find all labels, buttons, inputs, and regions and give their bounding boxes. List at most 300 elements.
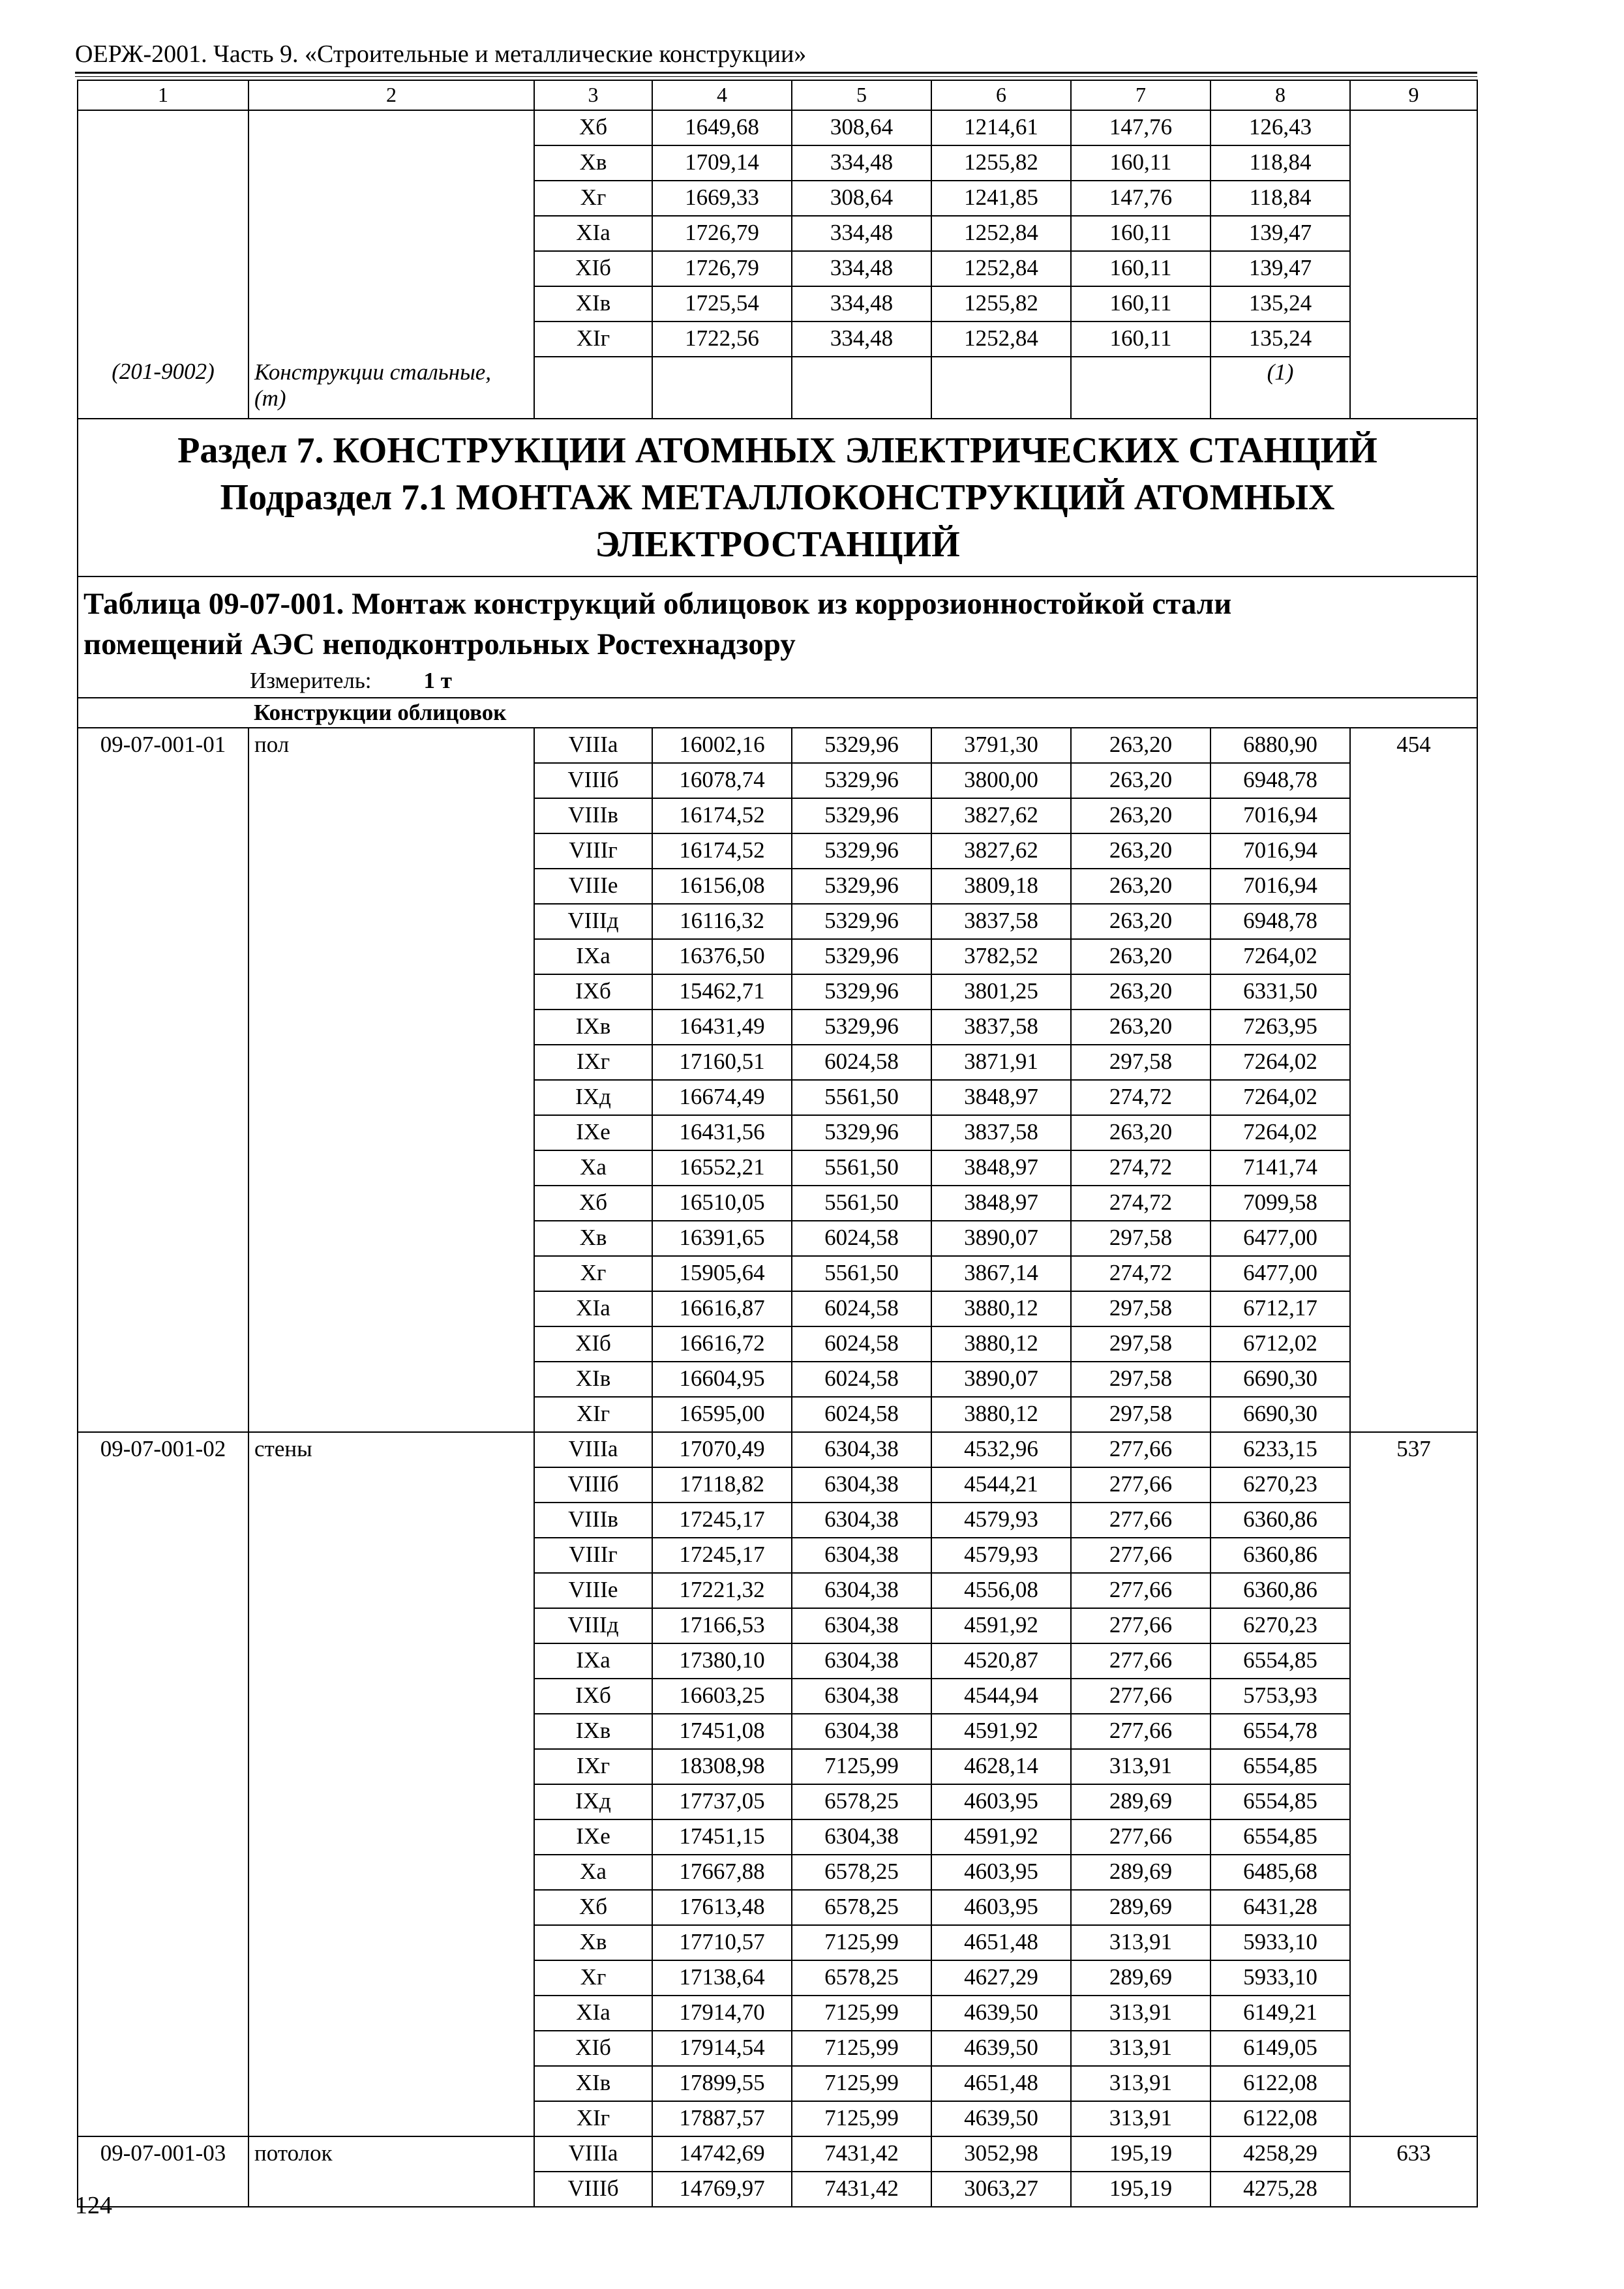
value-cell: 263,20 <box>1071 833 1210 869</box>
zone-cell: Xг <box>534 1256 652 1291</box>
footnote-text: Конструкции стальные, (т) <box>248 357 534 419</box>
value-cell: 17221,32 <box>652 1573 792 1608</box>
value-cell: 274,72 <box>1071 1150 1210 1186</box>
value-cell: 277,66 <box>1071 1467 1210 1503</box>
value-cell: 334,48 <box>792 216 931 251</box>
value-cell: 1214,61 <box>931 110 1071 145</box>
zone-cell: VIIIб <box>534 1467 652 1503</box>
value-cell: 135,24 <box>1210 286 1350 322</box>
measure-line <box>250 665 1471 697</box>
value-cell: 4258,29 <box>1210 2136 1350 2172</box>
value-cell: 17070,49 <box>652 1432 792 1467</box>
value-cell: 277,66 <box>1071 1679 1210 1714</box>
value-cell: 7264,02 <box>1210 939 1350 974</box>
value-cell: 6431,28 <box>1210 1890 1350 1925</box>
empty-cell <box>534 357 652 419</box>
value-cell: 5329,96 <box>792 833 931 869</box>
zone-cell: VIIIв <box>534 798 652 833</box>
empty-cell <box>78 698 248 728</box>
value-cell: 16674,49 <box>652 1080 792 1115</box>
value-cell: 3837,58 <box>931 904 1071 939</box>
value-cell: 16174,52 <box>652 833 792 869</box>
value-cell: 3880,12 <box>931 1326 1071 1362</box>
value-cell: 16078,74 <box>652 763 792 798</box>
value-cell: 16116,32 <box>652 904 792 939</box>
table-title-cell <box>78 576 1477 698</box>
value-cell: 3848,97 <box>931 1150 1071 1186</box>
item-code: 09-07-001-02 <box>78 1432 248 2136</box>
value-cell: 289,69 <box>1071 1960 1210 1996</box>
name-cell <box>248 181 534 216</box>
value-cell: 277,66 <box>1071 1819 1210 1855</box>
code-cell <box>78 251 248 286</box>
value-cell: 6304,38 <box>792 1643 931 1679</box>
value-cell: 313,91 <box>1071 1925 1210 1960</box>
value-cell: 1255,82 <box>931 145 1071 181</box>
value-cell: 7016,94 <box>1210 833 1350 869</box>
zone-cell: IXг <box>534 1045 652 1080</box>
table-title-row <box>78 576 1477 698</box>
value-cell: 4639,50 <box>931 1996 1071 2031</box>
section-heading-row <box>78 419 1477 576</box>
value-cell: 6304,38 <box>792 1573 931 1608</box>
price-table <box>77 80 1478 2207</box>
value-cell: 3063,27 <box>931 2172 1071 2207</box>
column-number: 4 <box>652 80 792 110</box>
value-cell: 17245,17 <box>652 1503 792 1538</box>
column-number: 7 <box>1071 80 1210 110</box>
value-cell: 277,66 <box>1071 1643 1210 1679</box>
empty-cell <box>792 357 931 419</box>
empty-cell <box>1350 357 1477 419</box>
value-cell: 6554,78 <box>1210 1714 1350 1749</box>
value-cell: 1255,82 <box>931 286 1071 322</box>
value-cell: 4544,94 <box>931 1679 1071 1714</box>
zone-cell: IXа <box>534 1643 652 1679</box>
column-number: 1 <box>78 80 248 110</box>
value-cell: 1722,56 <box>652 322 792 357</box>
footnote-row <box>78 357 1477 419</box>
table-row <box>78 728 1477 763</box>
group-title-row <box>78 698 1477 728</box>
value-cell: 6578,25 <box>792 1784 931 1819</box>
value-cell: 6554,85 <box>1210 1784 1350 1819</box>
value-cell: 6712,02 <box>1210 1326 1350 1362</box>
value-cell: 6270,23 <box>1210 1608 1350 1643</box>
value-cell: 313,91 <box>1071 2066 1210 2101</box>
section-heading <box>78 419 1477 576</box>
value-cell: 14769,97 <box>652 2172 792 2207</box>
value-cell: 7264,02 <box>1210 1080 1350 1115</box>
value-cell: 17899,55 <box>652 2066 792 2101</box>
value-cell: 3791,30 <box>931 728 1071 763</box>
value-cell: 16616,87 <box>652 1291 792 1326</box>
value-cell: 17451,15 <box>652 1819 792 1855</box>
zone-cell: IXб <box>534 974 652 1010</box>
value-cell: 313,91 <box>1071 2101 1210 2136</box>
value-cell: 6024,58 <box>792 1045 931 1080</box>
value-cell: 17710,57 <box>652 1925 792 1960</box>
value-cell: 147,76 <box>1071 181 1210 216</box>
value-cell: 3782,52 <box>931 939 1071 974</box>
value-cell: 160,11 <box>1071 251 1210 286</box>
name-cell <box>248 216 534 251</box>
value-cell: 277,66 <box>1071 1432 1210 1467</box>
value-cell: 4603,95 <box>931 1890 1071 1925</box>
continuation-row <box>78 286 1477 322</box>
zone-cell: IXд <box>534 1080 652 1115</box>
value-cell: 195,19 <box>1071 2172 1210 2207</box>
code-cell <box>78 322 248 357</box>
item-code: 09-07-001-03 <box>78 2136 248 2207</box>
value-cell: 297,58 <box>1071 1045 1210 1080</box>
value-cell: 5329,96 <box>792 939 931 974</box>
section-title: Раздел 7. КОНСТРУКЦИИ АТОМНЫХ ЭЛЕКТРИЧЕСКИХ СТАНЦИЙ <box>177 430 1377 471</box>
value-cell: 4591,92 <box>931 1714 1071 1749</box>
value-cell: 274,72 <box>1071 1256 1210 1291</box>
value-cell: 139,47 <box>1210 251 1350 286</box>
value-cell: 1649,68 <box>652 110 792 145</box>
value-cell: 6948,78 <box>1210 763 1350 798</box>
value-cell: 139,47 <box>1210 216 1350 251</box>
value-cell: 5753,93 <box>1210 1679 1350 1714</box>
item-name: пол <box>248 728 534 1432</box>
value-cell: 16156,08 <box>652 869 792 904</box>
empty-cell <box>931 357 1071 419</box>
value-cell: 7016,94 <box>1210 869 1350 904</box>
zone-cell: IXе <box>534 1819 652 1855</box>
zone-cell: XIб <box>534 1326 652 1362</box>
value-cell: 17667,88 <box>652 1855 792 1890</box>
continuation-row <box>78 251 1477 286</box>
zone-cell: XIв <box>534 1362 652 1397</box>
zone-cell: Xг <box>534 1960 652 1996</box>
table-body <box>78 80 1477 2207</box>
footnote-value: (1) <box>1210 357 1350 419</box>
value-cell: 16431,56 <box>652 1115 792 1150</box>
value-cell: 6304,38 <box>792 1538 931 1573</box>
item-col9: 454 <box>1350 728 1477 1432</box>
value-cell: 7125,99 <box>792 1996 931 2031</box>
value-cell: 5329,96 <box>792 974 931 1010</box>
item-col9: 633 <box>1350 2136 1477 2207</box>
column-number: 5 <box>792 80 931 110</box>
value-cell: 3848,97 <box>931 1080 1071 1115</box>
value-cell: 6554,85 <box>1210 1749 1350 1784</box>
value-cell: 6304,38 <box>792 1819 931 1855</box>
value-cell: 7125,99 <box>792 1749 931 1784</box>
value-cell: 3848,97 <box>931 1186 1071 1221</box>
zone-cell: Xб <box>534 1186 652 1221</box>
item-name: потолок <box>248 2136 534 2207</box>
zone-cell: VIIIа <box>534 1432 652 1467</box>
header-rule <box>75 72 1477 77</box>
zone-cell: VIIIб <box>534 763 652 798</box>
zone-cell: IXг <box>534 1749 652 1784</box>
value-cell: 1241,85 <box>931 181 1071 216</box>
value-cell: 5561,50 <box>792 1186 931 1221</box>
zone-cell: XIг <box>534 1397 652 1432</box>
value-cell: 277,66 <box>1071 1714 1210 1749</box>
value-cell: 5933,10 <box>1210 1960 1350 1996</box>
code-cell <box>78 110 248 145</box>
value-cell: 4544,21 <box>931 1467 1071 1503</box>
value-cell: 297,58 <box>1071 1397 1210 1432</box>
zone-cell: XIб <box>534 2031 652 2066</box>
value-cell: 297,58 <box>1071 1326 1210 1362</box>
code-cell <box>78 181 248 216</box>
continuation-row <box>78 322 1477 357</box>
value-cell: 297,58 <box>1071 1362 1210 1397</box>
value-cell: 5329,96 <box>792 869 931 904</box>
value-cell: 6149,05 <box>1210 2031 1350 2066</box>
value-cell: 18308,98 <box>652 1749 792 1784</box>
value-cell: 277,66 <box>1071 1573 1210 1608</box>
zone-cell: XIб <box>534 251 652 286</box>
value-cell: 3890,07 <box>931 1362 1071 1397</box>
col9-cell <box>1350 286 1477 322</box>
value-cell: 7263,95 <box>1210 1010 1350 1045</box>
col9-cell <box>1350 181 1477 216</box>
zone-cell: XIа <box>534 216 652 251</box>
value-cell: 289,69 <box>1071 1855 1210 1890</box>
value-cell: 17118,82 <box>652 1467 792 1503</box>
code-cell <box>78 145 248 181</box>
value-cell: 334,48 <box>792 145 931 181</box>
value-cell: 6304,38 <box>792 1608 931 1643</box>
value-cell: 1252,84 <box>931 216 1071 251</box>
value-cell: 6578,25 <box>792 1960 931 1996</box>
name-cell <box>248 286 534 322</box>
value-cell: 263,20 <box>1071 974 1210 1010</box>
value-cell: 6880,90 <box>1210 728 1350 763</box>
value-cell: 7016,94 <box>1210 798 1350 833</box>
empty-cell <box>652 357 792 419</box>
value-cell: 5329,96 <box>792 728 931 763</box>
value-cell: 6024,58 <box>792 1291 931 1326</box>
value-cell: 3827,62 <box>931 833 1071 869</box>
value-cell: 4579,93 <box>931 1538 1071 1573</box>
value-cell: 4532,96 <box>931 1432 1071 1467</box>
value-cell: 5329,96 <box>792 1010 931 1045</box>
item-col9: 537 <box>1350 1432 1477 2136</box>
value-cell: 6360,86 <box>1210 1503 1350 1538</box>
zone-cell: IXб <box>534 1679 652 1714</box>
value-cell: 17166,53 <box>652 1608 792 1643</box>
value-cell: 16510,05 <box>652 1186 792 1221</box>
continuation-row <box>78 181 1477 216</box>
value-cell: 6331,50 <box>1210 974 1350 1010</box>
value-cell: 3800,00 <box>931 763 1071 798</box>
name-cell <box>248 110 534 145</box>
zone-cell: XIг <box>534 322 652 357</box>
value-cell: 1726,79 <box>652 216 792 251</box>
value-cell: 7099,58 <box>1210 1186 1350 1221</box>
value-cell: 160,11 <box>1071 145 1210 181</box>
value-cell: 263,20 <box>1071 904 1210 939</box>
value-cell: 135,24 <box>1210 322 1350 357</box>
table-title: Таблица 09-07-001. Монтаж конструкций облицовок из коррозионностойкой стали помещений АЭС неподконтрольных Ростехнадзору <box>83 587 1232 661</box>
value-cell: 297,58 <box>1071 1221 1210 1256</box>
value-cell: 118,84 <box>1210 181 1350 216</box>
page-number: 124 <box>75 2192 112 2219</box>
zone-cell: VIIIа <box>534 2136 652 2172</box>
zone-cell: XIг <box>534 2101 652 2136</box>
value-cell: 5329,96 <box>792 763 931 798</box>
value-cell: 277,66 <box>1071 1608 1210 1643</box>
table-row <box>78 2136 1477 2172</box>
value-cell: 4591,92 <box>931 1608 1071 1643</box>
value-cell: 4603,95 <box>931 1784 1071 1819</box>
name-cell <box>248 145 534 181</box>
value-cell: 263,20 <box>1071 1115 1210 1150</box>
value-cell: 308,64 <box>792 181 931 216</box>
value-cell: 263,20 <box>1071 869 1210 904</box>
value-cell: 3837,58 <box>931 1010 1071 1045</box>
value-cell: 334,48 <box>792 322 931 357</box>
value-cell: 4275,28 <box>1210 2172 1350 2207</box>
value-cell: 6304,38 <box>792 1432 931 1467</box>
zone-cell: Xв <box>534 1221 652 1256</box>
value-cell: 4591,92 <box>931 1819 1071 1855</box>
col9-cell <box>1350 110 1477 145</box>
value-cell: 6122,08 <box>1210 2066 1350 2101</box>
value-cell: 17613,48 <box>652 1890 792 1925</box>
continuation-row <box>78 110 1477 145</box>
value-cell: 15905,64 <box>652 1256 792 1291</box>
value-cell: 6270,23 <box>1210 1467 1350 1503</box>
value-cell: 1252,84 <box>931 322 1071 357</box>
value-cell: 6122,08 <box>1210 2101 1350 2136</box>
code-cell <box>78 216 248 251</box>
value-cell: 6304,38 <box>792 1714 931 1749</box>
value-cell: 4651,48 <box>931 2066 1071 2101</box>
subsection-title: Подраздел 7.1 МОНТАЖ МЕТАЛЛОКОНСТРУКЦИЙ АТОМНЫХ ЭЛЕКТРОСТАНЦИЙ <box>220 477 1335 565</box>
zone-cell: VIIIв <box>534 1503 652 1538</box>
value-cell: 17914,54 <box>652 2031 792 2066</box>
value-cell: 6149,21 <box>1210 1996 1350 2031</box>
value-cell: 5561,50 <box>792 1256 931 1291</box>
zone-cell: IXв <box>534 1714 652 1749</box>
value-cell: 263,20 <box>1071 1010 1210 1045</box>
value-cell: 160,11 <box>1071 216 1210 251</box>
value-cell: 4556,08 <box>931 1573 1071 1608</box>
value-cell: 16595,00 <box>652 1397 792 1432</box>
measure-label: Измеритель: <box>250 668 372 693</box>
zone-cell: Xб <box>534 110 652 145</box>
value-cell: 16002,16 <box>652 728 792 763</box>
value-cell: 289,69 <box>1071 1784 1210 1819</box>
value-cell: 4651,48 <box>931 1925 1071 1960</box>
zone-cell: XIв <box>534 2066 652 2101</box>
value-cell: 3880,12 <box>931 1397 1071 1432</box>
value-cell: 17737,05 <box>652 1784 792 1819</box>
value-cell: 263,20 <box>1071 763 1210 798</box>
value-cell: 3880,12 <box>931 1291 1071 1326</box>
zone-cell: Xг <box>534 181 652 216</box>
value-cell: 3809,18 <box>931 869 1071 904</box>
value-cell: 1252,84 <box>931 251 1071 286</box>
value-cell: 6690,30 <box>1210 1397 1350 1432</box>
value-cell: 3827,62 <box>931 798 1071 833</box>
value-cell: 17245,17 <box>652 1538 792 1573</box>
zone-cell: XIа <box>534 1996 652 2031</box>
col9-cell <box>1350 216 1477 251</box>
value-cell: 313,91 <box>1071 1996 1210 2031</box>
value-cell: 6948,78 <box>1210 904 1350 939</box>
value-cell: 7141,74 <box>1210 1150 1350 1186</box>
zone-cell: IXе <box>534 1115 652 1150</box>
value-cell: 6024,58 <box>792 1326 931 1362</box>
value-cell: 6554,85 <box>1210 1643 1350 1679</box>
value-cell: 195,19 <box>1071 2136 1210 2172</box>
value-cell: 263,20 <box>1071 798 1210 833</box>
value-cell: 17914,70 <box>652 1996 792 2031</box>
value-cell: 6690,30 <box>1210 1362 1350 1397</box>
value-cell: 6304,38 <box>792 1503 931 1538</box>
col9-cell <box>1350 145 1477 181</box>
value-cell: 3871,91 <box>931 1045 1071 1080</box>
value-cell: 6712,17 <box>1210 1291 1350 1326</box>
value-cell: 5561,50 <box>792 1080 931 1115</box>
value-cell: 6578,25 <box>792 1855 931 1890</box>
value-cell: 334,48 <box>792 286 931 322</box>
zone-cell: VIIIг <box>534 833 652 869</box>
column-number: 8 <box>1210 80 1350 110</box>
value-cell: 6024,58 <box>792 1221 931 1256</box>
zone-cell: IXа <box>534 939 652 974</box>
zone-cell: VIIIд <box>534 904 652 939</box>
zone-cell: VIIIб <box>534 2172 652 2207</box>
zone-cell: Xв <box>534 1925 652 1960</box>
code-cell <box>78 286 248 322</box>
zone-cell: Xа <box>534 1150 652 1186</box>
zone-cell: Xв <box>534 145 652 181</box>
value-cell: 6554,85 <box>1210 1819 1350 1855</box>
value-cell: 17138,64 <box>652 1960 792 1996</box>
value-cell: 4628,14 <box>931 1749 1071 1784</box>
document-header: ОЕРЖ-2001. Часть 9. «Строительные и металлические конструкции» <box>75 40 807 68</box>
value-cell: 277,66 <box>1071 1503 1210 1538</box>
continuation-row <box>78 216 1477 251</box>
value-cell: 313,91 <box>1071 1749 1210 1784</box>
value-cell: 17887,57 <box>652 2101 792 2136</box>
value-cell: 5329,96 <box>792 798 931 833</box>
value-cell: 160,11 <box>1071 286 1210 322</box>
value-cell: 16174,52 <box>652 798 792 833</box>
column-number-row <box>78 80 1477 110</box>
value-cell: 16616,72 <box>652 1326 792 1362</box>
value-cell: 6304,38 <box>792 1467 931 1503</box>
value-cell: 7125,99 <box>792 2066 931 2101</box>
value-cell: 4639,50 <box>931 2031 1071 2066</box>
value-cell: 5329,96 <box>792 904 931 939</box>
item-name: стены <box>248 1432 534 2136</box>
name-cell <box>248 251 534 286</box>
value-cell: 14742,69 <box>652 2136 792 2172</box>
col9-cell <box>1350 322 1477 357</box>
value-cell: 7431,42 <box>792 2172 931 2207</box>
zone-cell: VIIIа <box>534 728 652 763</box>
col9-cell <box>1350 251 1477 286</box>
value-cell: 1669,33 <box>652 181 792 216</box>
value-cell: 4579,93 <box>931 1503 1071 1538</box>
continuation-row <box>78 145 1477 181</box>
column-number: 3 <box>534 80 652 110</box>
value-cell: 277,66 <box>1071 1538 1210 1573</box>
zone-cell: IXд <box>534 1784 652 1819</box>
value-cell: 308,64 <box>792 110 931 145</box>
